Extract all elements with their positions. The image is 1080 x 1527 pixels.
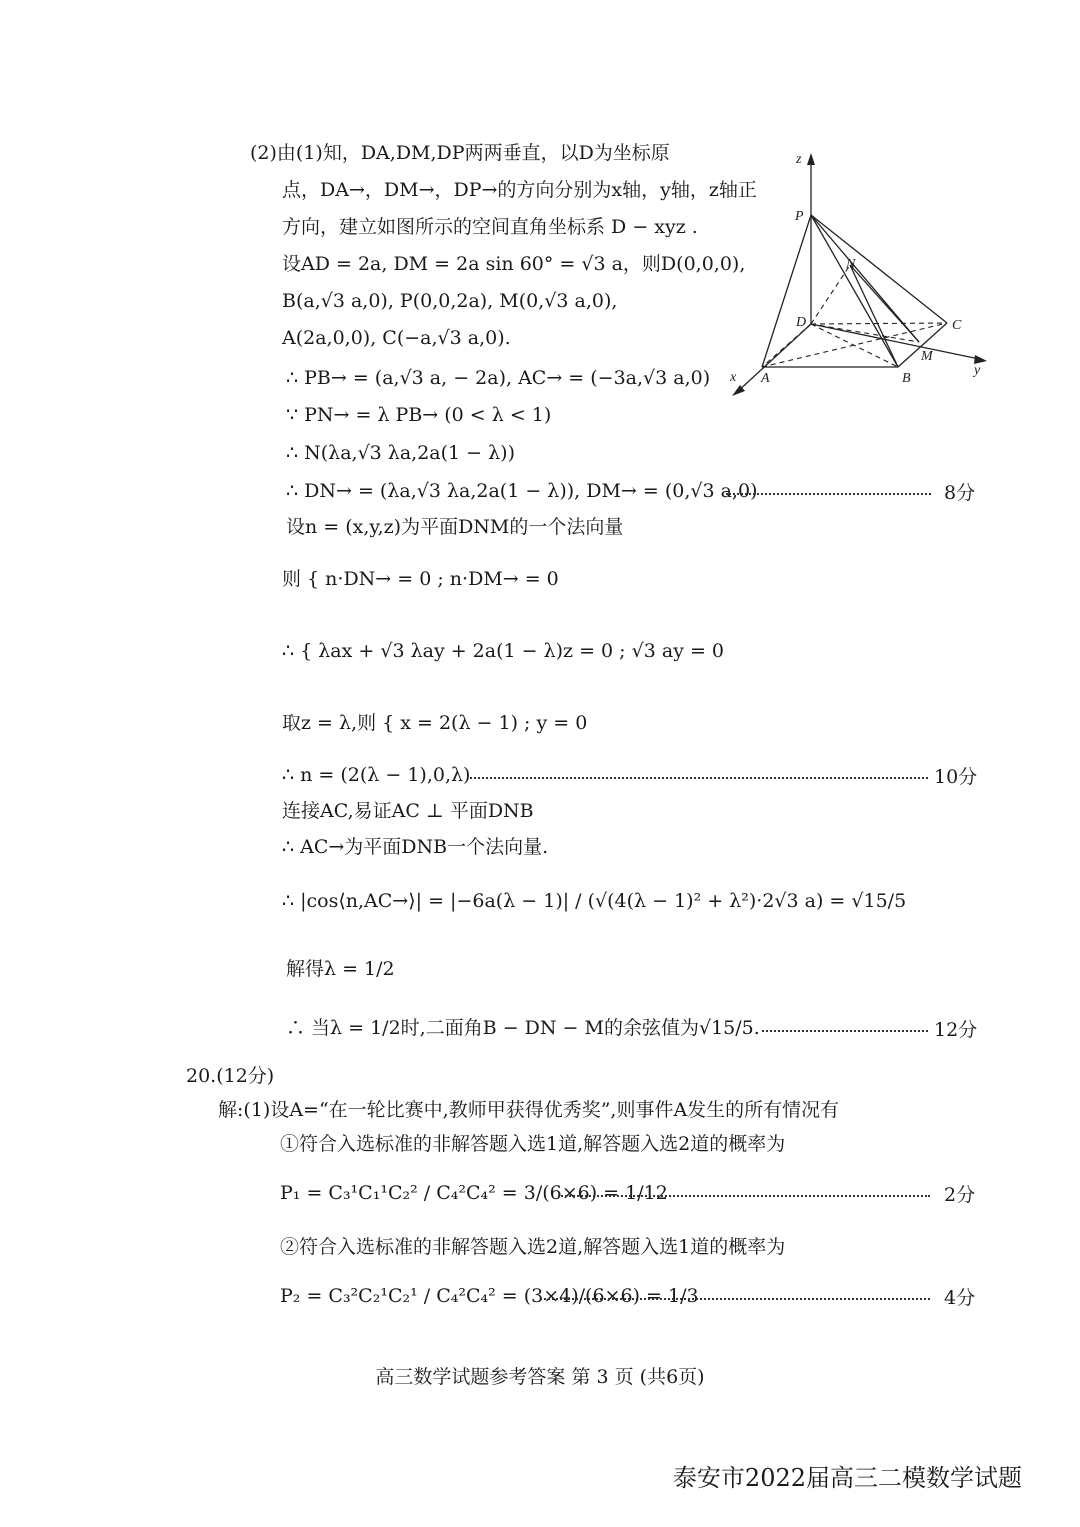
sol-line-15: ∴ n = (2(λ − 1),0,λ) — [282, 764, 471, 786]
sol-line-11: 设n = (x,y,z)为平面DNM的一个法向量 — [286, 516, 624, 538]
label-C: C — [952, 318, 962, 333]
sol-line-3: 方向，建立如图所示的空间直角坐标系 D − xyz . — [282, 216, 698, 238]
score-2: 2分 — [944, 1184, 976, 1206]
sol-line-17: ∴ AC→为平面DNB一个法向量. — [282, 836, 549, 858]
score-10: 10分 — [934, 766, 978, 788]
label-P: P — [795, 209, 804, 224]
score-leader — [762, 1028, 928, 1032]
sol-line-16: 连接AC,易证AC ⊥ 平面DNB — [282, 800, 534, 822]
label-x: x — [730, 370, 737, 385]
p20-line-5: P₂ = C₃²C₂¹C₂¹ / C₄²C₄² = (3×4)/(6×6) = 1/3 — [280, 1285, 699, 1307]
label-A: A — [761, 371, 770, 386]
sol-line-4: 设AD = 2a, DM = 2a sin 60° = √3 a，则D(0,0,0), — [282, 253, 746, 275]
sol-line-5: B(a,√3 a,0), P(0,0,2a), M(0,√3 a,0), — [282, 290, 618, 312]
label-y: y — [974, 363, 981, 378]
sol-line-18: ∴ |cos⟨n,AC→⟩| = |−6a(λ − 1)| / (√(4(λ − 1)² + λ²)·2√3 a) = √15/5 — [282, 890, 907, 912]
sol-line-19: 解得λ = 1/2 — [286, 958, 395, 980]
sol-line-6: A(2a,0,0), C(−a,√3 a,0). — [282, 327, 511, 349]
sol-line-1: (2)由(1)知，DA,DM,DP两两垂直，以D为坐标原 — [250, 142, 670, 164]
p20-line-3: P₁ = C₃¹C₁¹C₂² / C₄²C₄² = 3/(6×6) = 1/12 — [280, 1182, 668, 1204]
label-M: M — [921, 349, 933, 364]
score-12: 12分 — [934, 1019, 978, 1041]
watermark-title: 泰安市2022届高三二模数学试题 — [672, 1464, 1022, 1492]
sol-line-20: ∴ 当λ = 1/2时,二面角B − DN − M的余弦值为√15/5. — [286, 1017, 760, 1039]
p20-line-4: ②符合入选标准的非解答题入选2道,解答题入选1道的概率为 — [280, 1236, 786, 1258]
score-8: 8分 — [944, 482, 976, 504]
sol-line-2: 点，DA→，DM→，DP→的方向分别为x轴，y轴，z轴正 — [282, 179, 757, 201]
sol-line-8: ∵ PN→ = λ PB→ (0 < λ < 1) — [286, 404, 552, 426]
score-leader — [470, 775, 928, 779]
sol-line-14: 取z = λ,则 { x = 2(λ − 1) ; y = 0 — [282, 712, 588, 734]
sol-line-9: ∴ N(λa,√3 λa,2a(1 − λ)) — [286, 442, 516, 464]
score-leader — [540, 1296, 930, 1300]
page-footer: 高三数学试题参考答案 第 3 页 (共6页) — [375, 1366, 705, 1388]
p20-line-2: ①符合入选标准的非解答题入选1道,解答题入选2道的概率为 — [280, 1133, 786, 1155]
score-leader — [726, 491, 931, 495]
label-N: N — [846, 257, 856, 272]
sol-line-10: ∴ DN→ = (λa,√3 λa,2a(1 − λ)), DM→ = (0,√3 a,0) — [286, 480, 758, 502]
sol-line-7: ∴ PB→ = (a,√3 a, − 2a), AC→ = (−3a,√3 a,0) — [286, 367, 711, 389]
z-arrow — [807, 153, 815, 165]
score-4: 4分 — [944, 1287, 976, 1309]
sol-line-12: 则 { n·DN→ = 0 ; n·DM→ = 0 — [282, 568, 559, 590]
problem-20-heading: 20.(12分) — [186, 1065, 275, 1087]
p20-line-1: 解:(1)设A=“在一轮比赛中,教师甲获得优秀奖”,则事件A发生的所有情况有 — [218, 1099, 840, 1121]
sol-line-13: ∴ { λax + √3 λay + 2a(1 − λ)z = 0 ; √3 ay = 0 — [282, 640, 725, 662]
label-D: D — [796, 315, 807, 330]
score-leader — [558, 1193, 930, 1197]
label-z: z — [796, 152, 802, 167]
label-B: B — [902, 371, 911, 386]
pyramid-figure — [722, 145, 992, 400]
